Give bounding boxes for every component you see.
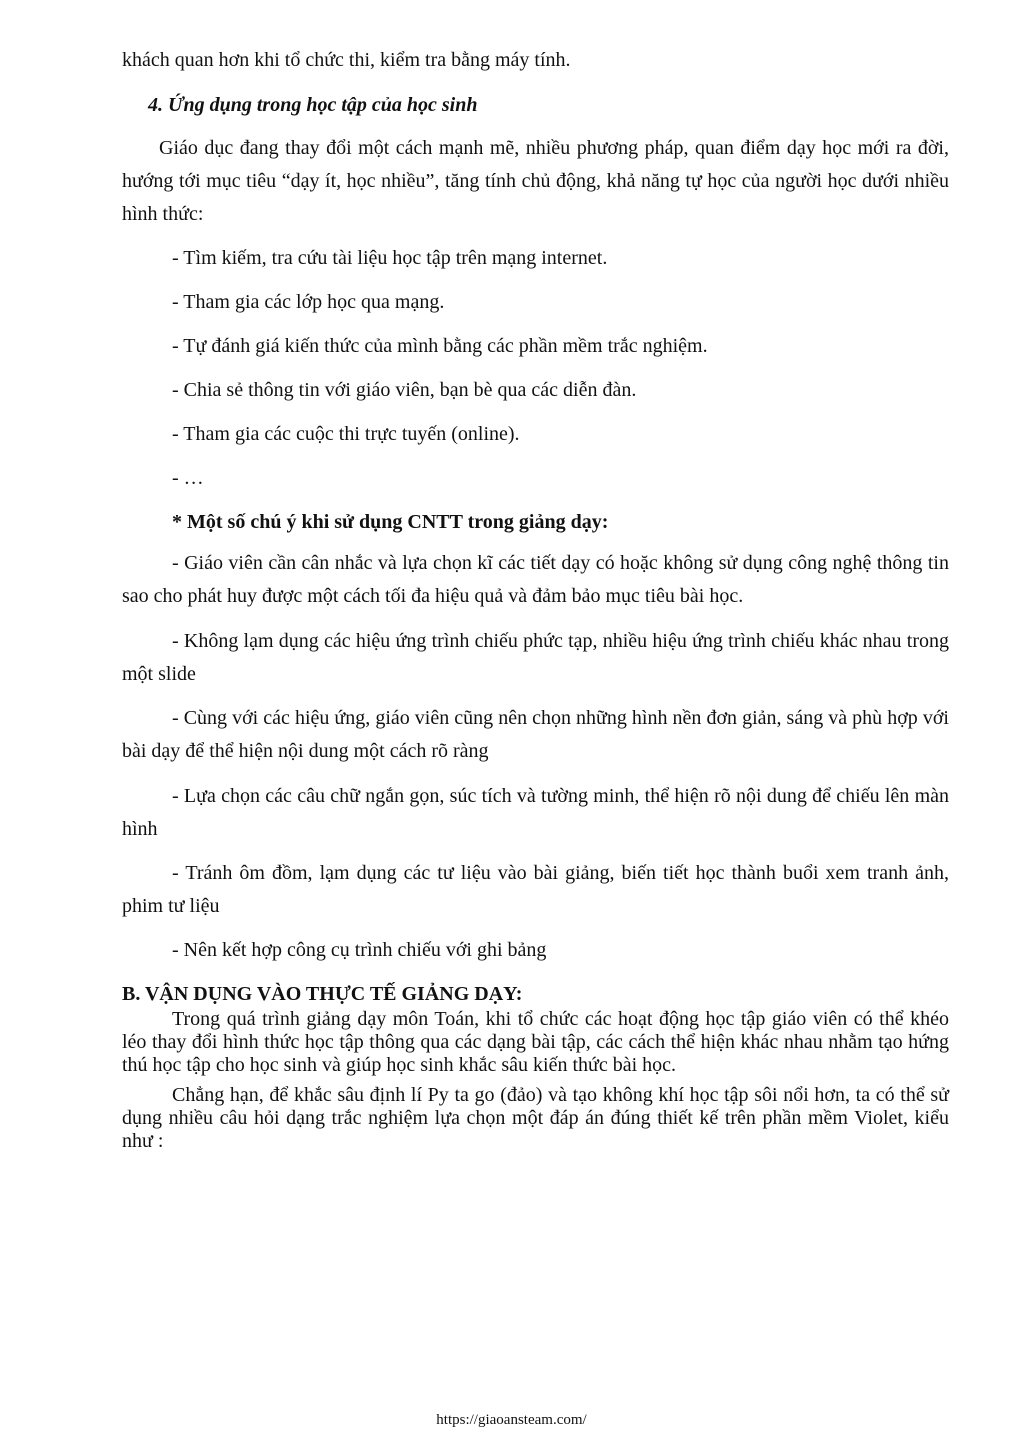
- paragraph-education-change: Giáo dục đang thay đổi một cách mạnh mẽ, nhiều phương pháp, quan điểm dạy học mới ra đời, hướng tới mục tiêu “dạy ít, học nhiều”, tăng tính chủ động, khả năng tự học của người học dưới nhiều hình thức:: [122, 137, 949, 225]
- paragraph-b-example: Chẳng hạn, để khắc sâu định lí Py ta go (đảo) và tạo không khí học tập sôi nổi hơn, ta có thể sử dụng nhiều câu hỏi dạng trắc nghiệm lựa chọn một đáp án đúng thiết kế trên phần mềm Violet, kiểu như :: [122, 1084, 949, 1152]
- list-item: - …: [172, 467, 204, 489]
- heading-it-notes: * Một số chú ý khi sử dụng CNTT trong giảng dạy:: [172, 511, 609, 533]
- paragraph-intro-end: khách quan hơn khi tổ chức thi, kiểm tra bằng máy tính.: [122, 49, 571, 71]
- note-item: - Lựa chọn các câu chữ ngắn gọn, súc tích và tường minh, thể hiện rõ nội dung để chiếu lên màn hình: [122, 785, 949, 840]
- list-item: - Tìm kiếm, tra cứu tài liệu học tập trên mạng internet.: [172, 247, 608, 269]
- list-item: - Chia sẻ thông tin với giáo viên, bạn bè qua các diễn đàn.: [172, 379, 637, 401]
- note-item: - Tránh ôm đồm, lạm dụng các tư liệu vào bài giảng, biến tiết học thành buổi xem tranh ảnh, phim tư liệu: [122, 862, 949, 917]
- list-item: - Tự đánh giá kiến thức của mình bằng các phần mềm trắc nghiệm.: [172, 335, 708, 357]
- heading-section-b: B. VẬN DỤNG VÀO THỰC TẾ GIẢNG DẠY:: [122, 983, 523, 1005]
- note-item: - Không lạm dụng các hiệu ứng trình chiếu phức tạp, nhiều hiệu ứng trình chiếu khác nhau trong một slide: [122, 630, 949, 685]
- paragraph-b-teaching: Trong quá trình giảng dạy môn Toán, khi tổ chức các hoạt động học tập giáo viên có thể khéo léo thay đổi hình thức học tập thông qua các dạng bài tập, các cách thể hiện khác nhau nhằm tạo hứng thú học tập cho học sinh và giúp học sinh khắc sâu kiến thức bài học.: [122, 1008, 949, 1076]
- list-item: - Tham gia các cuộc thi trực tuyến (online).: [172, 423, 520, 445]
- note-item: - Nên kết hợp công cụ trình chiếu với ghi bảng: [172, 939, 547, 961]
- footer-url: https://giaoansteam.com/: [436, 1412, 587, 1428]
- list-item: - Tham gia các lớp học qua mạng.: [172, 291, 445, 313]
- note-item: - Giáo viên cần cân nhắc và lựa chọn kĩ các tiết dạy có hoặc không sử dụng công nghệ thông tin sao cho phát huy được một cách tối đa hiệu quả và đảm bảo mục tiêu bài học.: [122, 552, 949, 607]
- note-item: - Cùng với các hiệu ứng, giáo viên cũng nên chọn những hình nền đơn giản, sáng và phù hợp với bài dạy để thể hiện nội dung một cách rõ ràng: [122, 707, 949, 762]
- heading-student-applications: 4. Ứng dụng trong học tập của học sinh: [148, 94, 478, 116]
